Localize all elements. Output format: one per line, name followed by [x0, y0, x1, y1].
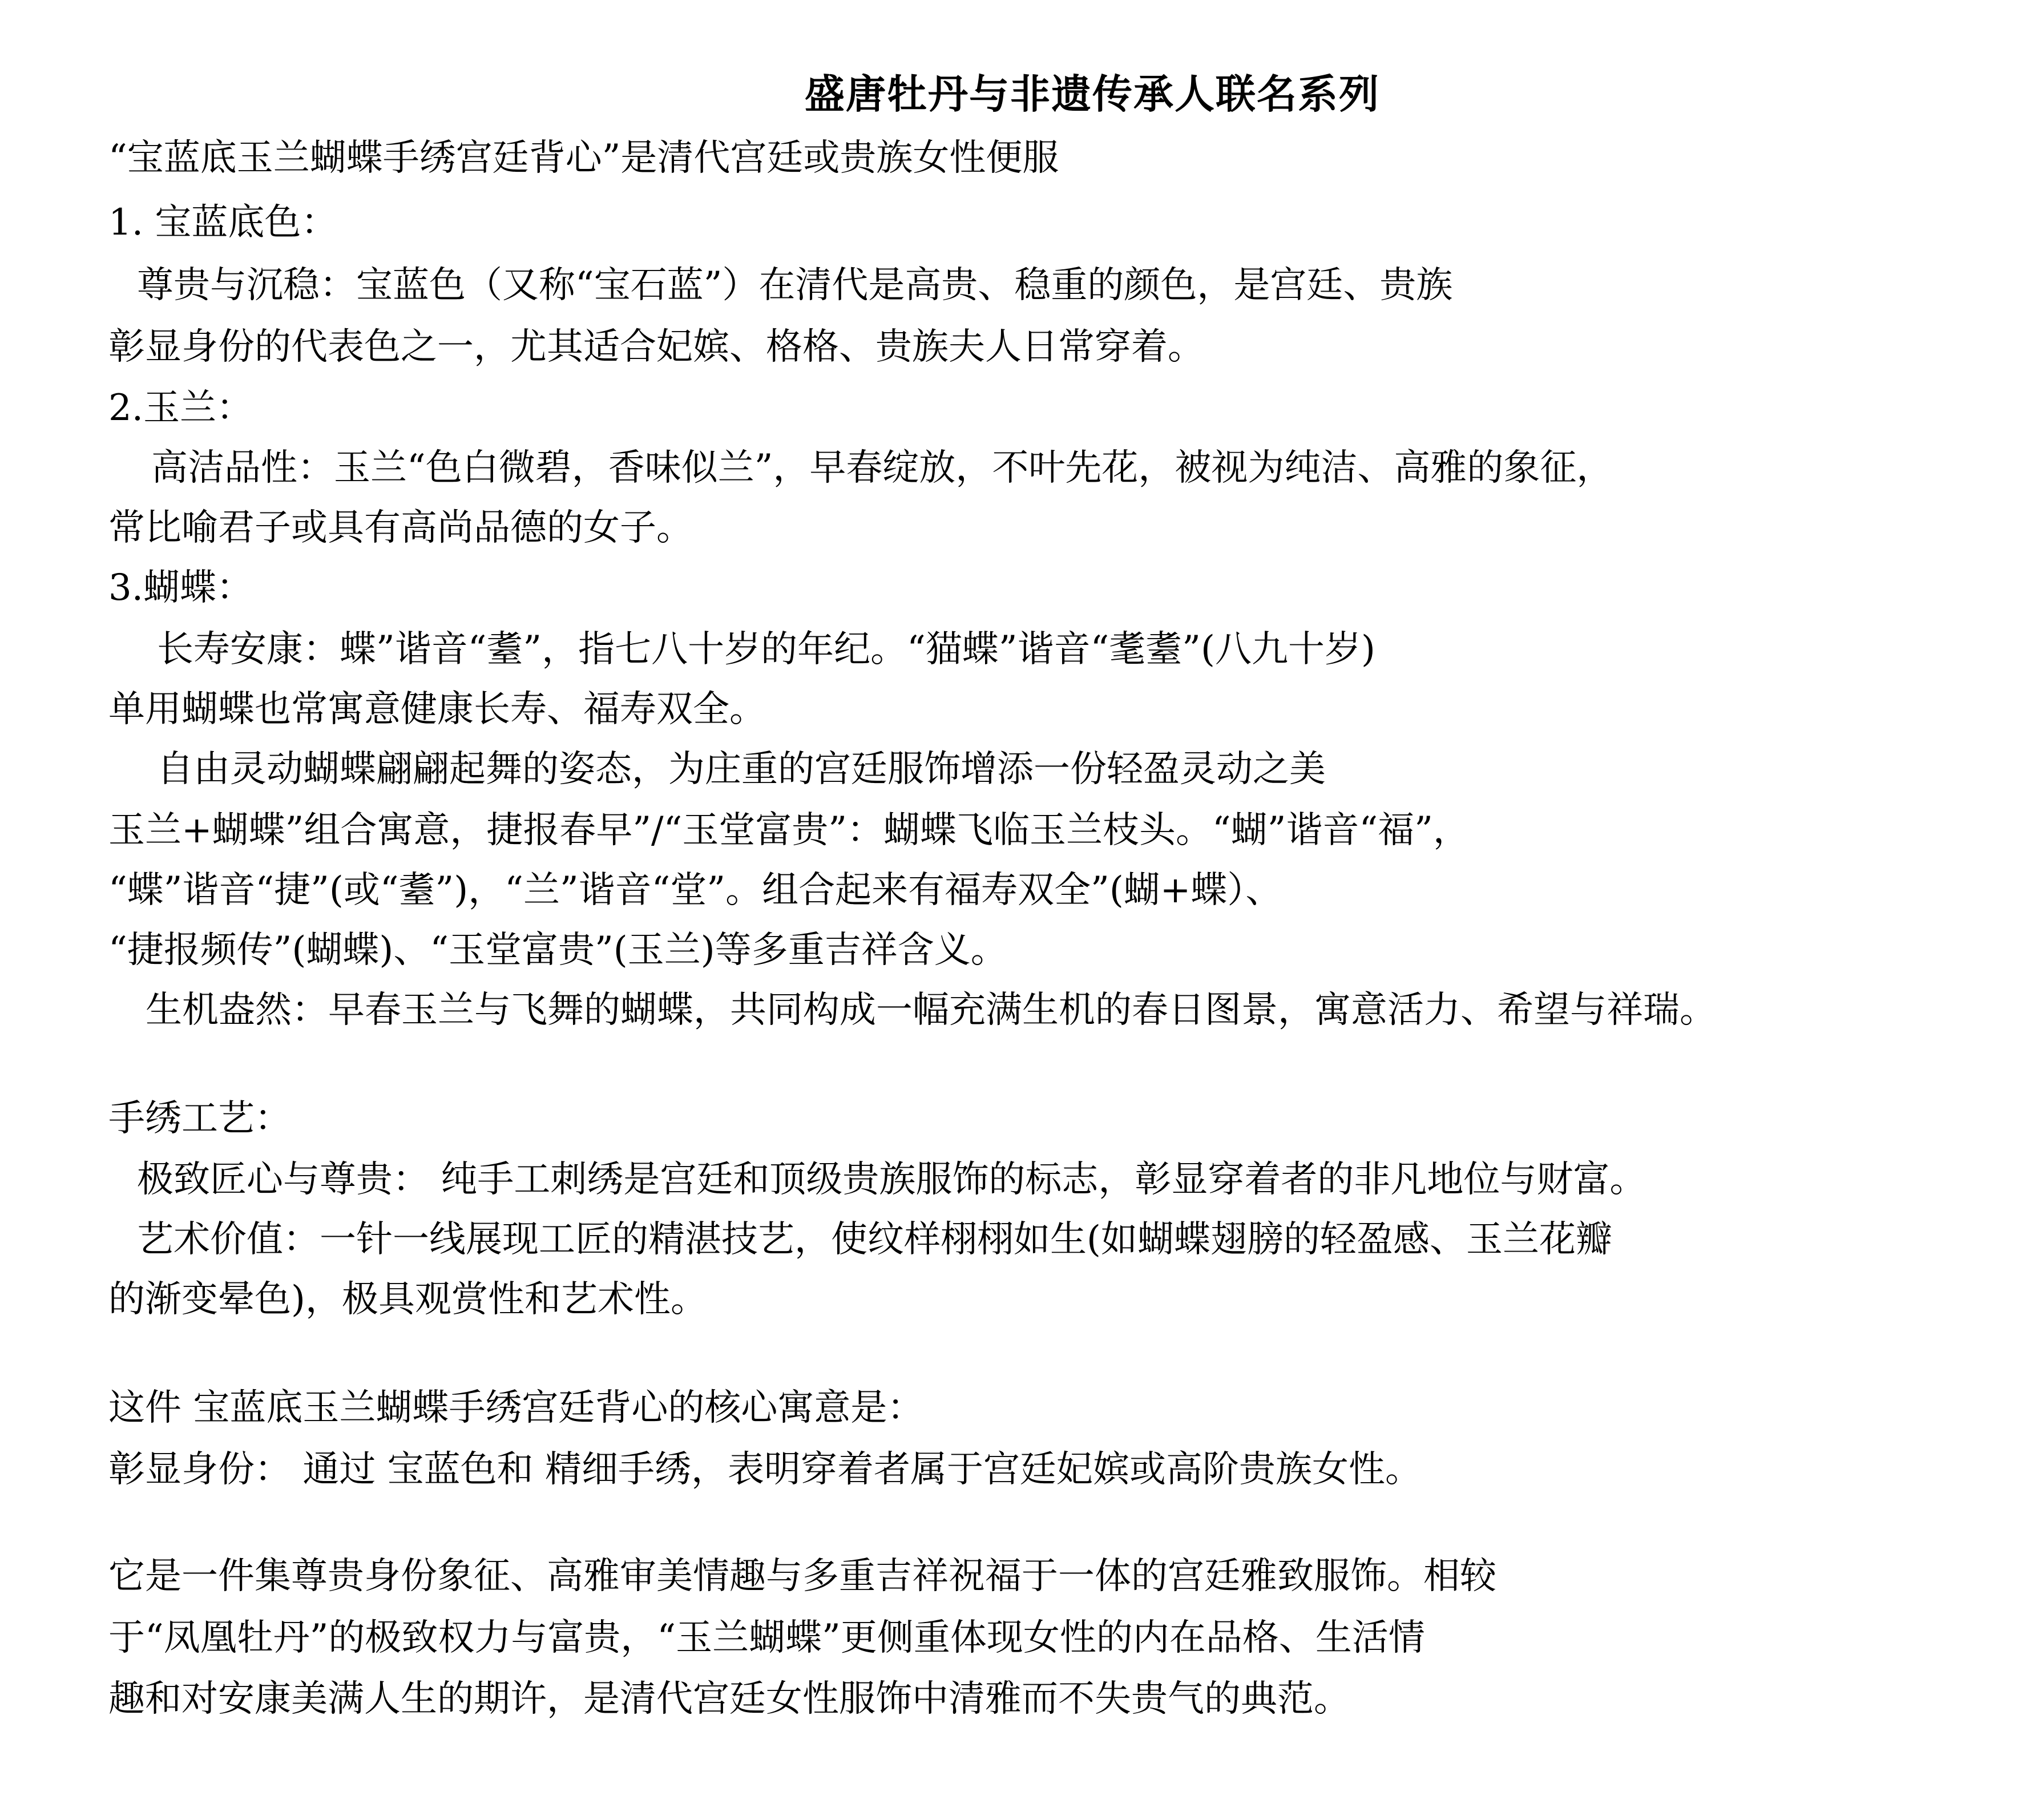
- paragraph-line: 生机盎然：早春玉兰与飞舞的蝴蝶，共同构成一幅充满生机的春日图景，寓意活力、希望与祥瑞。: [146, 989, 1716, 1031]
- paragraph-line: 极致匠心与尊贵： 纯手工刺绣是宫廷和顶级贵族服饰的标志，彰显穿着者的非凡地位与财富。: [137, 1159, 1646, 1201]
- paragraph-line: 于“凤凰牡丹”的极致权力与富贵，“玉兰蝴蝶”更侧重体现女性的内在品格、生活情: [108, 1617, 1425, 1659]
- paragraph-line: 玉兰+蝴蝶”组合寓意，捷报春早”/“玉堂富贵”：蝴蝶飞临玉兰枝头。“蝴”谐音“福”，: [108, 809, 1470, 852]
- paragraph-line: 艺术价值：一针一线展现工匠的精湛技艺，使纹样栩栩如生(如蝴蝶翅膀的轻盈感、玉兰花瓣: [137, 1218, 1612, 1261]
- paragraph-line: 的渐变晕色)，极具观赏性和艺术性。: [108, 1278, 707, 1321]
- paragraph-line: 彰显身份： 通过 宝蓝色和 精细手绣，表明穿着者属于宫廷妃嫔或高阶贵族女性。: [108, 1448, 1422, 1491]
- paragraph-line: 常比喻君子或具有高尚品德的女子。: [108, 507, 693, 549]
- section-heading-magnolia: 2.玉兰：: [108, 387, 253, 429]
- paragraph-line: 高洁品性：玉兰“色白微碧，香味似兰”，早春绽放，不叶先花，被视为纯洁、高雅的象征，: [151, 447, 1613, 489]
- paragraph-line: 彰显身份的代表色之一，尤其适合妃嫔、格格、贵族夫人日常穿着。: [108, 326, 1204, 368]
- paragraph-line: 单用蝴蝶也常寓意健康长寿、福寿双全。: [108, 688, 766, 731]
- summary-heading: 这件 宝蓝底玉兰蝴蝶手绣宫廷背心的核心寓意是：: [108, 1387, 924, 1429]
- section-heading-blue: 1. 宝蓝底色：: [108, 201, 338, 244]
- section-heading-embroidery: 手绣工艺：: [108, 1097, 291, 1140]
- paragraph-line: “蝶”谐音“捷”(或“耋”)，“兰”谐音“堂”。组合起来有福寿双全”(蝴+蝶）、: [108, 869, 1282, 911]
- document-title: 盛唐牡丹与非遗传承人联名系列: [805, 70, 1380, 118]
- paragraph-line: 趣和对安康美满人生的期许，是清代宫廷女性服饰中清雅而不失贵气的典范。: [108, 1678, 1350, 1720]
- paragraph-line: “捷报频传”(蝴蝶)、“玉堂富贵”(玉兰)等多重吉祥含义。: [108, 929, 1007, 971]
- paragraph-line: 它是一件集尊贵身份象征、高雅审美情趣与多重吉祥祝福于一体的宫廷雅致服饰。相较: [108, 1555, 1496, 1597]
- section-heading-butterfly: 3.蝴蝶：: [108, 567, 253, 609]
- intro-line: “宝蓝底玉兰蝴蝶手绣宫廷背心”是清代宫廷或贵族女性便服: [108, 137, 1059, 179]
- paragraph-line: 自由灵动蝴蝶翩翩起舞的姿态，为庄重的宫廷服饰增添一份轻盈灵动之美: [157, 748, 1326, 790]
- paragraph-line: 尊贵与沉稳：宝蓝色（又称“宝石蓝”）在清代是高贵、稳重的颜色，是宫廷、贵族: [137, 264, 1453, 306]
- paragraph-line: 长寿安康：蝶”谐音“耋”，指七八十岁的年纪。“猫蝶”谐音“耄耋”(八九十岁): [157, 628, 1375, 671]
